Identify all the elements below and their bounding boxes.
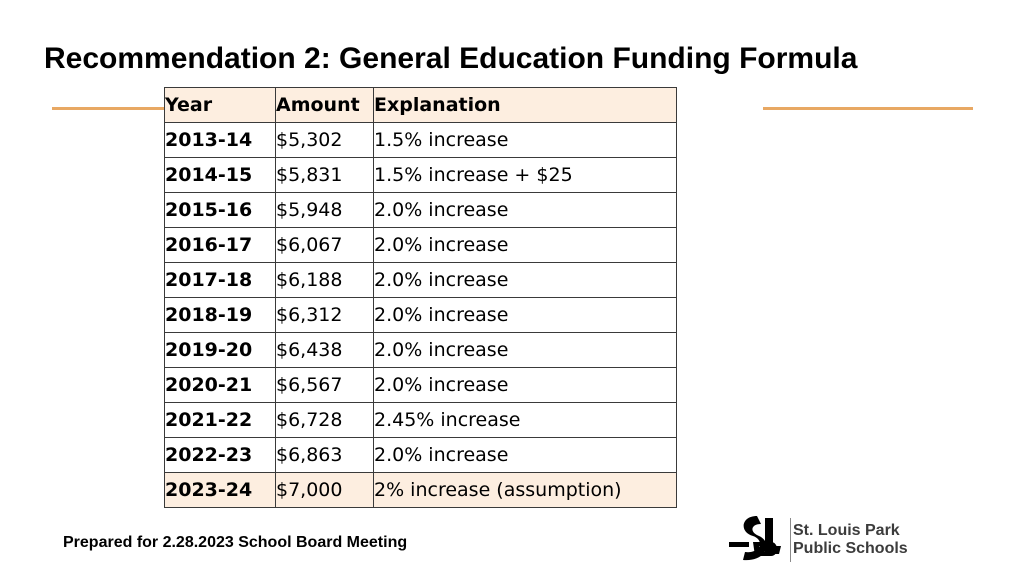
cell-explanation: 2% increase (assumption) (374, 473, 677, 508)
footer-prepared-for: Prepared for 2.28.2023 School Board Meeting (63, 534, 408, 551)
logo-divider (790, 518, 791, 562)
cell-amount: $6,067 (276, 228, 374, 263)
table-row-highlighted (165, 473, 677, 508)
title-rule-left (52, 107, 164, 110)
title-rule-right (763, 107, 973, 110)
slp-monogram-icon (727, 512, 783, 568)
table-row (165, 333, 677, 368)
cell-year: 2016-17 (165, 228, 276, 263)
cell-explanation: 1.5% increase + $25 (374, 158, 677, 193)
cell-amount: $6,312 (276, 298, 374, 333)
logo-line-2: Public Schools (793, 540, 908, 557)
table-row (165, 438, 677, 473)
cell-amount: $6,567 (276, 368, 374, 403)
cell-year: 2020-21 (165, 368, 276, 403)
cell-year: 2015-16 (165, 193, 276, 228)
cell-amount: $5,302 (276, 123, 374, 158)
cell-explanation: 2.0% increase (374, 193, 677, 228)
cell-explanation: 2.0% increase (374, 368, 677, 403)
cell-year: 2022-23 (165, 438, 276, 473)
table-row (165, 123, 677, 158)
cell-year: 2019-20 (165, 333, 276, 368)
cell-explanation: 2.45% increase (374, 403, 677, 438)
cell-amount: $6,188 (276, 263, 374, 298)
cell-year: 2018-19 (165, 298, 276, 333)
cell-year: 2013-14 (165, 123, 276, 158)
header-explanation: Explanation (374, 88, 677, 123)
cell-year: 2014-15 (165, 158, 276, 193)
table-row (165, 228, 677, 263)
cell-year: 2017-18 (165, 263, 276, 298)
cell-year: 2021-22 (165, 403, 276, 438)
table-row (165, 263, 677, 298)
table-row (165, 403, 677, 438)
cell-amount: $5,948 (276, 193, 374, 228)
table-header-row (165, 88, 677, 123)
cell-amount: $6,438 (276, 333, 374, 368)
header-amount: Amount (276, 88, 374, 123)
logo-wordmark (793, 522, 908, 558)
table-row (165, 158, 677, 193)
table-row (165, 193, 677, 228)
district-logo (727, 512, 927, 568)
cell-explanation: 2.0% increase (374, 263, 677, 298)
cell-year: 2023-24 (165, 473, 276, 508)
cell-amount: $6,728 (276, 403, 374, 438)
cell-explanation: 2.0% increase (374, 333, 677, 368)
header-year: Year (165, 88, 276, 123)
cell-amount: $6,863 (276, 438, 374, 473)
slide-title: Recommendation 2: General Education Funding Formula (44, 42, 858, 75)
cell-explanation: 1.5% increase (374, 123, 677, 158)
cell-explanation: 2.0% increase (374, 298, 677, 333)
funding-table (164, 87, 677, 508)
table-row (165, 368, 677, 403)
logo-line-1: St. Louis Park (793, 522, 900, 539)
table-row (165, 298, 677, 333)
cell-amount: $5,831 (276, 158, 374, 193)
cell-amount: $7,000 (276, 473, 374, 508)
cell-explanation: 2.0% increase (374, 438, 677, 473)
cell-explanation: 2.0% increase (374, 228, 677, 263)
